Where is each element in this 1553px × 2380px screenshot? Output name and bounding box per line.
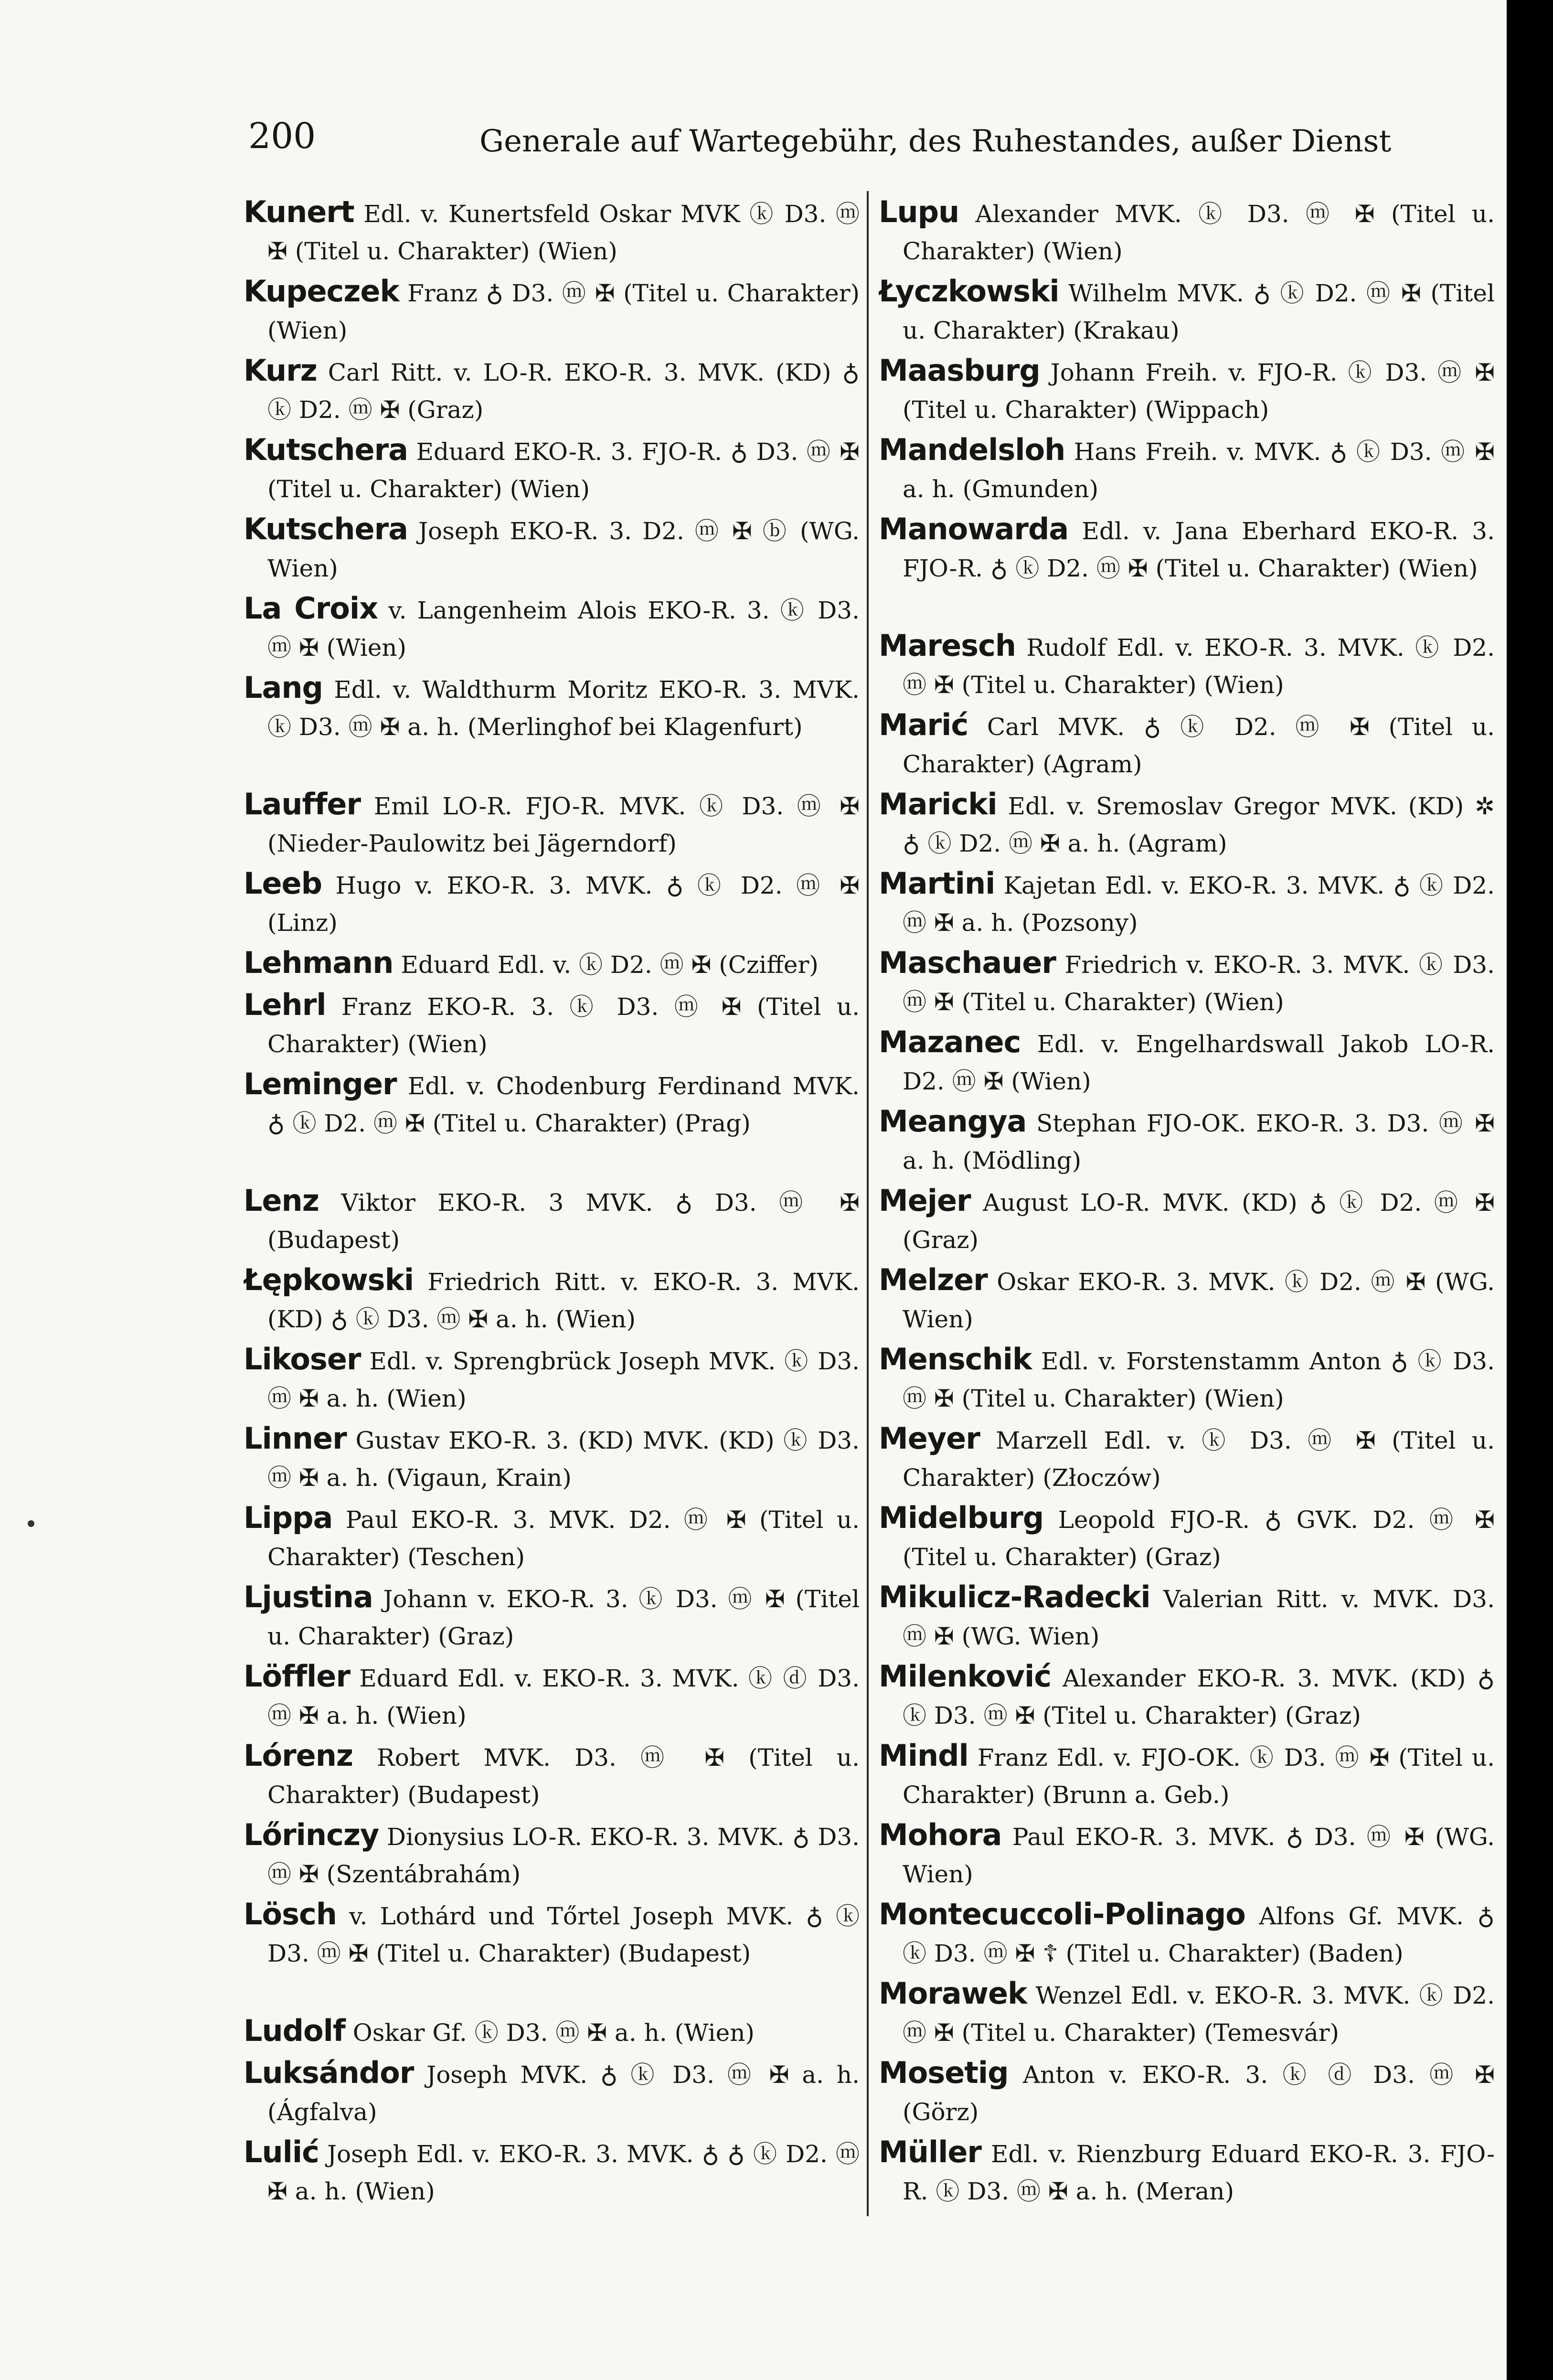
entry-surname: Lenz <box>244 1183 319 1218</box>
column-divider <box>867 191 869 2216</box>
entry-surname: Mandelsloh <box>879 432 1065 467</box>
entry-surname: Milenković <box>879 1659 1051 1694</box>
entry-details: Robert MVK. D3. ⓜ ✠ (Titel u. Charakter) (Budapest) <box>267 1744 860 1809</box>
entry-surname: Kutschera <box>244 512 408 546</box>
entry-surname: Mazanec <box>879 1025 1021 1059</box>
entry-surname: Kupeczek <box>244 274 399 309</box>
entry-details: v. Langenheim Alois EKO-R. 3. ⓚ D3. ⓜ ✠ (Wien) <box>267 597 860 662</box>
register-entry <box>879 706 1495 781</box>
entry-surname: Ludolf <box>244 2013 345 2048</box>
entry-surname: Meyer <box>879 1421 980 1456</box>
register-entry <box>244 590 860 664</box>
register-entry <box>879 1024 1495 1098</box>
entry-surname: Kutschera <box>244 432 408 467</box>
register-entry <box>244 986 860 1061</box>
entry-surname: Kurz <box>244 353 317 388</box>
register-entry <box>879 431 1495 506</box>
entry-details: Wilhelm MVK. ♁ ⓚ D2. ⓜ ✠ (Titel u. Charakter) (Krakau) <box>903 279 1495 344</box>
register-entry <box>879 1420 1495 1494</box>
entry-details: Hans Freih. v. MVK. ♁ ⓚ D3. ⓜ ✠ a. h. (Gmunden) <box>903 438 1495 503</box>
entry-details: Hugo v. EKO-R. 3. MVK. ♁ ⓚ D2. ⓜ ✠ (Linz) <box>267 872 860 937</box>
entry-surname: Leeb <box>244 866 322 901</box>
entry-surname: Löffler <box>244 1659 350 1694</box>
entry-details: Friedrich Ritt. v. EKO-R. 3. MVK. (KD) ♁ ⓚ D3. ⓜ ✠ a. h. (Wien) <box>267 1268 860 1333</box>
entry-surname: Menschik <box>879 1342 1032 1377</box>
register-entry <box>244 1579 860 1653</box>
register-entry <box>244 1182 860 1257</box>
entry-surname: Lippa <box>244 1500 333 1535</box>
register-entry <box>244 352 860 427</box>
entry-surname: Lauffer <box>244 787 361 822</box>
register-entry <box>879 1341 1495 1415</box>
entry-surname: Lehrl <box>244 987 326 1022</box>
entry-surname: Melzer <box>879 1262 988 1297</box>
entry-details: Edl. v. Engelhardswall Jakob LO-R. D2. ⓜ ✠ (Wien) <box>903 1030 1495 1095</box>
register-entry <box>244 511 860 585</box>
entry-details: Stephan FJO-OK. EKO-R. 3. D3. ⓜ ✠ a. h. (Mödling) <box>903 1110 1495 1174</box>
entry-details: Johann Freih. v. FJO-R. ⓚ D3. ⓜ ✠ (Titel u. Charakter) (Wippach) <box>903 359 1495 424</box>
entry-surname: Lulić <box>244 2135 319 2169</box>
entry-details: Franz EKO-R. 3. ⓚ D3. ⓜ ✠ (Titel u. Charakter) (Wien) <box>267 993 860 1058</box>
register-entry <box>879 273 1495 347</box>
left-column <box>244 193 860 2213</box>
register-entry <box>244 786 860 860</box>
entry-details: Franz Edl. v. FJO-OK. ⓚ D3. ⓜ ✠ (Titel u. Charakter) (Brunn a. Geb.) <box>903 1744 1495 1809</box>
margin-mark <box>28 1520 34 1527</box>
entry-details: Eduard Edl. v. EKO-R. 3. MVK. ⓚ ⓓ D3. ⓜ ✠ a. h. (Wien) <box>267 1665 860 1729</box>
entry-details: Wenzel Edl. v. EKO-R. 3. MVK. ⓚ D2. ⓜ ✠ (Titel u. Charakter) (Temesvár) <box>903 1982 1495 2047</box>
entry-surname: Lupu <box>879 194 959 229</box>
register-entry <box>879 627 1495 702</box>
register-entry <box>244 2134 860 2208</box>
register-entry <box>879 1737 1495 1812</box>
entry-details: Leopold FJO-R. ♁ GVK. D2. ⓜ ✠ (Titel u. Charakter) (Graz) <box>903 1506 1495 1571</box>
entry-surname: La Croix <box>244 591 378 626</box>
entry-surname: Manowarda <box>879 512 1069 546</box>
entry-surname: Mosetig <box>879 2055 1009 2090</box>
entry-surname: Meangya <box>879 1104 1027 1139</box>
register-entry <box>244 193 860 268</box>
entry-surname: Leminger <box>244 1067 397 1101</box>
entry-details: Anton v. EKO-R. 3. ⓚ ⓓ D3. ⓜ ✠ (Görz) <box>903 2061 1495 2126</box>
entry-details: Edl. v. Kunertsfeld Oskar MVK ⓚ D3. ⓜ ✠ (Titel u. Charakter) (Wien) <box>267 200 860 265</box>
register-entry <box>244 669 860 781</box>
entry-surname: Martini <box>879 866 995 901</box>
register-entry <box>244 1816 860 1891</box>
register-entry <box>879 2054 1495 2129</box>
register-entry <box>879 1658 1495 1732</box>
entry-surname: Müller <box>879 2135 981 2169</box>
entry-details: Kajetan Edl. v. EKO-R. 3. MVK. ♁ ⓚ D2. ⓜ ✠ a. h. (Pozsony) <box>903 872 1495 937</box>
entry-details: Carl Ritt. v. LO-R. EKO-R. 3. MVK. (KD) ♁ ⓚ D2. ⓜ ✠ (Graz) <box>267 359 860 424</box>
register-entry <box>879 1975 1495 2049</box>
register-entry <box>879 352 1495 427</box>
entry-details: Edl. v. Rienzburg Eduard EKO-R. 3. FJO-R. ⓚ D3. ⓜ ✠ a. h. (Meran) <box>903 2140 1495 2205</box>
entry-details: Marzell Edl. v. ⓚ D3. ⓜ ✠ (Titel u. Charakter) (Złoczów) <box>903 1427 1495 1492</box>
entry-surname: Lőrinczy <box>244 1817 379 1852</box>
register-entry <box>244 1420 860 1494</box>
entry-details: Edl. v. Jana Eberhard EKO-R. 3. FJO-R. ♁ ⓚ D2. ⓜ ✠ (Titel u. Charakter) (Wien) <box>903 517 1495 582</box>
entry-details: Carl MVK. ♁ ⓚ D2. ⓜ ✠ (Titel u. Charakter) (Agram) <box>903 713 1495 778</box>
entry-details: Valerian Ritt. v. MVK. D3. ⓜ ✠ (WG. Wien) <box>903 1585 1495 1650</box>
register-entry <box>244 1896 860 2007</box>
entry-details: Friedrich v. EKO-R. 3. MVK. ⓚ D3. ⓜ ✠ (Titel u. Charakter) (Wien) <box>903 951 1495 1016</box>
entry-surname: Morawek <box>879 1976 1027 2011</box>
entry-surname: Likoser <box>244 1342 361 1377</box>
register-entry <box>879 193 1495 268</box>
entry-details: Paul EKO-R. 3. MVK. D2. ⓜ ✠ (Titel u. Charakter) (Teschen) <box>267 1506 860 1571</box>
entry-surname: Lehmann <box>244 945 394 980</box>
running-title: Generale auf Wartegebühr, des Ruhestandes, außer Dienst <box>479 124 1392 159</box>
page-number: 200 <box>248 116 316 157</box>
register-entry <box>879 1261 1495 1336</box>
register-entry <box>244 1658 860 1732</box>
entry-details: Alfons Gf. MVK. ♁ ⓚ D3. ⓜ ✠ ☦ (Titel u. Charakter) (Baden) <box>903 1902 1495 1967</box>
register-entry <box>879 2134 1495 2208</box>
right-column <box>879 193 1495 2213</box>
register-entry <box>879 1499 1495 1574</box>
register-entry <box>879 1579 1495 1653</box>
entry-details: Joseph EKO-R. 3. D2. ⓜ ✠ ⓑ (WG. Wien) <box>267 517 860 582</box>
entry-surname: Maricki <box>879 787 997 822</box>
entry-surname: Linner <box>244 1421 347 1456</box>
entry-details: Franz ♁ D3. ⓜ ✠ (Titel u. Charakter) (Wien) <box>267 279 860 344</box>
entry-details: Gustav EKO-R. 3. (KD) MVK. (KD) ⓚ D3. ⓜ ✠ a. h. (Vigaun, Krain) <box>267 1427 860 1492</box>
entry-details: Johann v. EKO-R. 3. ⓚ D3. ⓜ ✠ (Titel u. Charakter) (Graz) <box>267 1585 860 1650</box>
entry-surname: Łępkowski <box>244 1262 414 1297</box>
entry-surname: Marić <box>879 707 968 742</box>
entry-details: Eduard EKO-R. 3. FJO-R. ♁ D3. ⓜ ✠ (Titel u. Charakter) (Wien) <box>267 438 860 503</box>
entry-details: Edl. v. Waldthurm Moritz EKO-R. 3. MVK. ⓚ D3. ⓜ ✠ a. h. (Merlinghof bei Klagenfurt) <box>267 676 860 741</box>
register-entry <box>244 1261 860 1336</box>
entry-surname: Maresch <box>879 628 1016 663</box>
entry-details: Alexander MVK. ⓚ D3. ⓜ ✠ (Titel u. Charakter) (Wien) <box>903 200 1495 265</box>
entry-surname: Midelburg <box>879 1500 1044 1535</box>
register-entry <box>879 1896 1495 1970</box>
register-entry <box>244 431 860 506</box>
register-entry <box>244 2054 860 2129</box>
entry-surname: Ljustina <box>244 1580 373 1614</box>
register-entry <box>244 865 860 939</box>
entry-details: Eduard Edl. v. ⓚ D2. ⓜ ✠ (Cziffer) <box>401 951 819 979</box>
entry-surname: Lang <box>244 670 323 705</box>
entry-surname: Luksándor <box>244 2055 414 2090</box>
entry-details: Rudolf Edl. v. EKO-R. 3. MVK. ⓚ D2. ⓜ ✠ (Titel u. Charakter) (Wien) <box>903 634 1495 699</box>
register-entry <box>244 1066 860 1177</box>
register-entry <box>879 786 1495 860</box>
entry-surname: Maasburg <box>879 353 1040 388</box>
entry-details: Paul EKO-R. 3. MVK. ♁ D3. ⓜ ✠ (WG. Wien) <box>903 1823 1495 1888</box>
scan-margin <box>1507 0 1553 2380</box>
register-entry <box>244 1499 860 1574</box>
register-entry <box>879 944 1495 1019</box>
entry-surname: Mohora <box>879 1817 1002 1852</box>
entry-details: Emil LO-R. FJO-R. MVK. ⓚ D3. ⓜ ✠ (Nieder-Paulowitz bei Jägerndorf) <box>267 792 860 857</box>
entry-surname: Maschauer <box>879 945 1056 980</box>
register-entry <box>879 511 1495 622</box>
entry-details: Joseph MVK. ♁ ⓚ D3. ⓜ ✠ a. h. (Ágfalva) <box>267 2061 860 2126</box>
register-entry <box>244 273 860 347</box>
entry-details: Dionysius LO-R. EKO-R. 3. MVK. ♁ D3. ⓜ ✠ (Szentábrahám) <box>267 1823 860 1888</box>
entry-surname: Lórenz <box>244 1738 353 1773</box>
entry-details: Oskar EKO-R. 3. MVK. ⓚ D2. ⓜ ✠ (WG. Wien) <box>903 1268 1495 1333</box>
entry-details: Joseph Edl. v. EKO-R. 3. MVK. ♁ ♁ ⓚ D2. ⓜ ✠ a. h. (Wien) <box>267 2140 860 2205</box>
entry-surname: Kunert <box>244 194 354 229</box>
entry-details: Oskar Gf. ⓚ D3. ⓜ ✠ a. h. (Wien) <box>352 2019 755 2047</box>
entry-details: v. Lothárd und Tőrtel Joseph MVK. ♁ ⓚ D3. ⓜ ✠ (Titel u. Charakter) (Budapest) <box>267 1902 860 1967</box>
register-entry <box>879 1816 1495 1891</box>
entry-details: Edl. v. Forstenstamm Anton ♁ ⓚ D3. ⓜ ✠ (Titel u. Charakter) (Wien) <box>903 1347 1495 1412</box>
entry-surname: Lösch <box>244 1897 337 1932</box>
entry-surname: Łyczkowski <box>879 274 1059 309</box>
entry-details: Edl. v. Chodenburg Ferdinand MVK. ♁ ⓚ D2. ⓜ ✠ (Titel u. Charakter) (Prag) <box>267 1072 860 1137</box>
register-entry <box>244 1737 860 1812</box>
register-entry <box>879 1103 1495 1177</box>
entry-surname: Montecuccoli-Polinago <box>879 1897 1245 1932</box>
entry-details: Alexander EKO-R. 3. MVK. (KD) ♁ ⓚ D3. ⓜ ✠ (Titel u. Charakter) (Graz) <box>903 1665 1495 1729</box>
entry-details: Viktor EKO-R. 3 MVK. ♁ D3. ⓜ ✠ (Budapest) <box>267 1189 860 1254</box>
entry-details: Edl. v. Sprengbrück Joseph MVK. ⓚ D3. ⓜ ✠ a. h. (Wien) <box>267 1347 860 1412</box>
register-entry <box>244 2012 860 2049</box>
entry-details: Edl. v. Sremoslav Gregor MVK. (KD) ✲ ♁ ⓚ D2. ⓜ ✠ a. h. (Agram) <box>903 792 1495 857</box>
entry-surname: Mejer <box>879 1183 971 1218</box>
entry-surname: Mikulicz-Radecki <box>879 1580 1150 1614</box>
register-entry <box>244 944 860 982</box>
register-entry <box>879 865 1495 939</box>
entry-surname: Mindl <box>879 1738 968 1773</box>
register-entry <box>879 1182 1495 1257</box>
register-entry <box>244 1341 860 1415</box>
entry-details: August LO-R. MVK. (KD) ♁ ⓚ D2. ⓜ ✠ (Graz) <box>903 1189 1495 1254</box>
